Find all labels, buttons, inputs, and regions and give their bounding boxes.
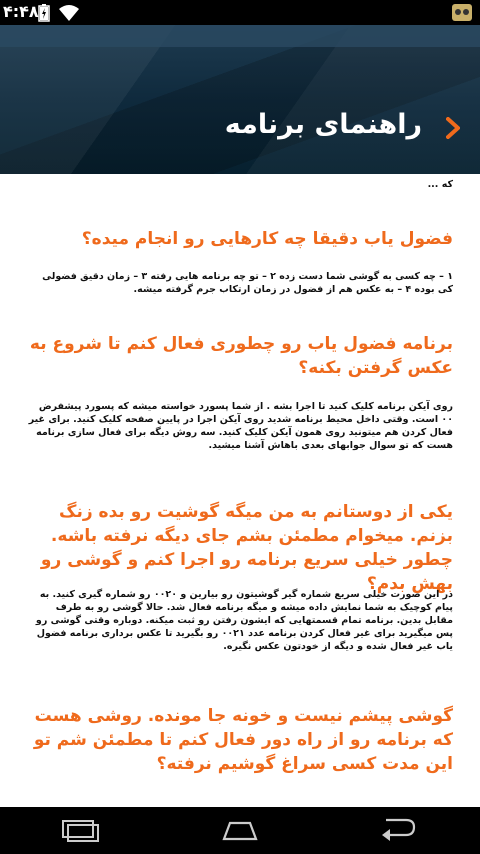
header bbox=[0, 25, 480, 174]
page-title: راهنمای برنامه bbox=[224, 109, 422, 140]
wifi-icon bbox=[58, 4, 80, 26]
home-icon[interactable] bbox=[220, 817, 260, 847]
help-content[interactable] bbox=[0, 174, 480, 807]
answer-2: روی آیکن برنامه کلیک کنید تا اجرا بشه . از شما پسورد خواسته میشه که پسورد پیشفرض ۰۰ است. وقتی داخل محیط برنامه شدید روی آیکن اجرا در پایین صفحه کلیک کنید. برای غیر فعال کردن هم میتونید روی همون آیکن کلیک کنید. سه روش دیگه برای فعال سازی برنامه هست که تو سوال جوابهای بعدی باهاش آشنا میشید. bbox=[28, 401, 453, 451]
question-4: گوشی پیشم نیست و خونه جا مونده. روشی هست که برنامه رو از راه دور فعال کنم تا مطمئن شم تو این مدت کسی سراغ گوشیم نرفته؟ bbox=[33, 706, 453, 774]
question-1: فضول یاب دقیقا چه کارهایی رو انجام میده؟ bbox=[81, 229, 453, 249]
status-time: ۴:۴۸ bbox=[3, 2, 39, 21]
question-3: یکی از دوستانم به من میگه گوشیت رو بده زنگ بزنم. میخوام مطمئن بشم جای دیگه نرفته باشه. چطور خیلی سریع برنامه رو اجرا کنم و گوشی رو بهش بدم؟ bbox=[40, 502, 453, 594]
clipped-text: که ... bbox=[427, 179, 453, 190]
status-bar bbox=[0, 0, 480, 25]
header-band bbox=[0, 25, 480, 47]
back-icon[interactable] bbox=[378, 817, 418, 847]
question-2: برنامه فضول یاب رو چطوری فعال کنم تا شروع به عکس گرفتن بکنه؟ bbox=[29, 334, 453, 378]
navigation-bar bbox=[0, 807, 480, 854]
app-notification-icon bbox=[452, 4, 472, 21]
recents-icon[interactable] bbox=[60, 817, 100, 847]
chevron-icon[interactable] bbox=[446, 117, 460, 143]
answer-1: ۱ – چه کسی به گوشی شما دست زده ۲ – تو چه برنامه هایی رفته ۳ – زمان دقیق فضولی کی بوده ۴ – به عکس هم از فضول در زمان ارتکاب جرم گرفته میشه. bbox=[42, 271, 453, 295]
battery-charging-icon bbox=[38, 4, 50, 26]
answer-3: در این صورت خیلی سریع شماره گیر گوشیتون رو بیارین و ۰۰۲۰ رو شماره گیری کنید. به پیام کوچیک به شما نمایش داده میشه و میگه برنامه فعال شد. حالا گوشی رو به طرف مقابل بدین. برنامه تمام قسمتهایی که ایشون رفتن رو ثبت میکنه. دوباره وقتی گوشی رو پس میگیرید برای غیر فعال کردن برنامه عدد ۰۰۲۱ رو بگیرید تا عکس برداری برنامه فضول یاب غیر فعال شده و دیگه از خودتون عکس نگیره. bbox=[35, 589, 453, 652]
